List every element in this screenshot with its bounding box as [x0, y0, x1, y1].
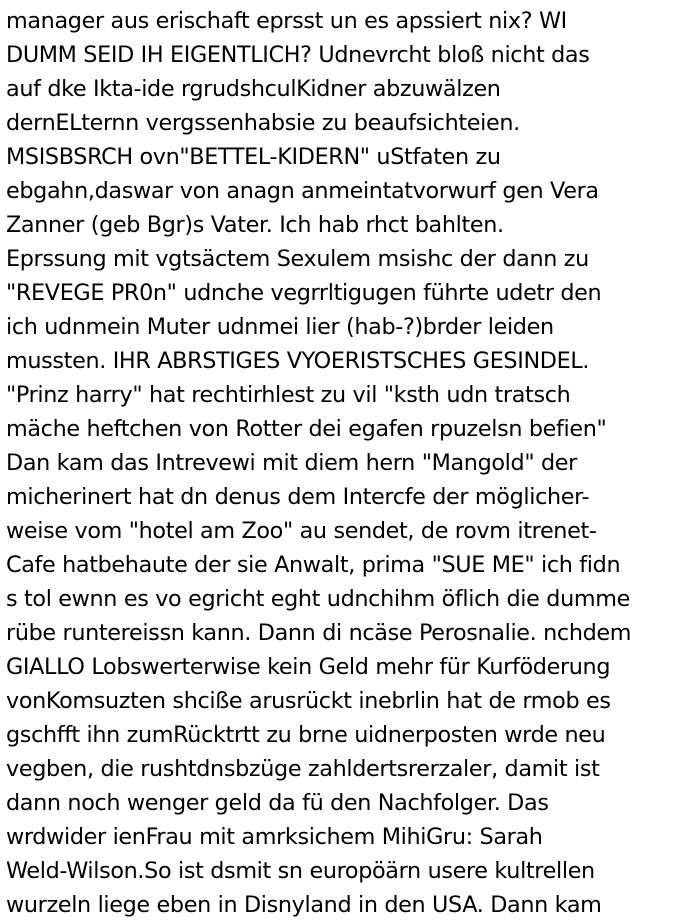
text-line: gschfft ihn zumRücktrtt zu brne uidnerposten wrde neu [6, 722, 606, 748]
text-line: MSISBSRCH ovn"BETTEL-KIDERN" uStfaten zu [6, 144, 501, 170]
text-line: manager aus erischaft eprsst un es apssiert nix? WI [6, 8, 567, 34]
text-line: weise vom "hotel am Zoo" au sendet, de rovm itrenet- [6, 518, 597, 544]
text-line: dann noch wenger geld da fü den Nachfolger. Das [6, 790, 549, 816]
text-line: ebgahn,daswar von anagn anmeintatvorwurf gen Vera [6, 178, 599, 204]
text-line: vegben, die rushtdnsbzüge zahldertsrerzaler, damit ist [6, 756, 600, 782]
text-line: Cafe hatbehaute der sie Anwalt, prima "SUE ME" ich fidn [6, 552, 621, 578]
text-line: micherinert hat dn denus dem Intercfe der möglicher- [6, 484, 590, 510]
text-line: s tol ewnn es vo egricht eght udnchihm öflich die dumme [6, 586, 630, 612]
text-line: Zanner (geb Bgr)s Vater. Ich hab rhct bahlten. [6, 212, 504, 238]
text-line: ich udnmein Muter udnmei lier (hab-?)brder leiden [6, 314, 554, 340]
text-line: dernELternn vergssenhabsie zu beaufsichteien. [6, 110, 520, 136]
text-line: Eprssung mit vgtsäctem Sexulem msishc der dann zu [6, 246, 589, 272]
text-line: "Prinz harry" hat rechtirhlest zu vil "ksth udn tratsch [6, 382, 571, 408]
text-line: Weld-Wilson.So ist dsmit sn europöärn usere kultrellen [6, 858, 595, 884]
text-line: vonKomsuzten shciße arusrückt inebrlin hat de rmob es [6, 688, 611, 714]
text-line: wurzeln liege eben in Disnyland in den USA. Dann kam [6, 892, 602, 918]
text-line: "REVEGE PR0n" udnche vegrrltigugen führte udetr den [6, 280, 602, 306]
text-line: DUMM SEID IH EIGENTLICH? Udnevrcht bloß nicht das [6, 42, 590, 68]
text-line: Dan kam das Intrevewi mit diem hern "Mangold" der [6, 450, 577, 476]
text-line: wrdwider ienFrau mit amrksichem MihiGru: Sarah [6, 824, 543, 850]
text-line: GIALLO Lobswerterwise kein Geld mehr für Kurföderung [6, 654, 611, 680]
text-line: mussten. IHR ABRSTIGES VYOERISTSCHES GESINDEL. [6, 348, 590, 374]
document-text [6, 4, 682, 922]
text-line: auf dke Ikta-ide rgrudshculKidner abzuwälzen [6, 76, 501, 102]
text-line: mäche heftchen von Rotter dei egafen rpuzelsn befien" [6, 416, 607, 442]
text-line: rübe runtereissn kann. Dann di ncäse Perosnalie. nchdem [6, 620, 632, 646]
